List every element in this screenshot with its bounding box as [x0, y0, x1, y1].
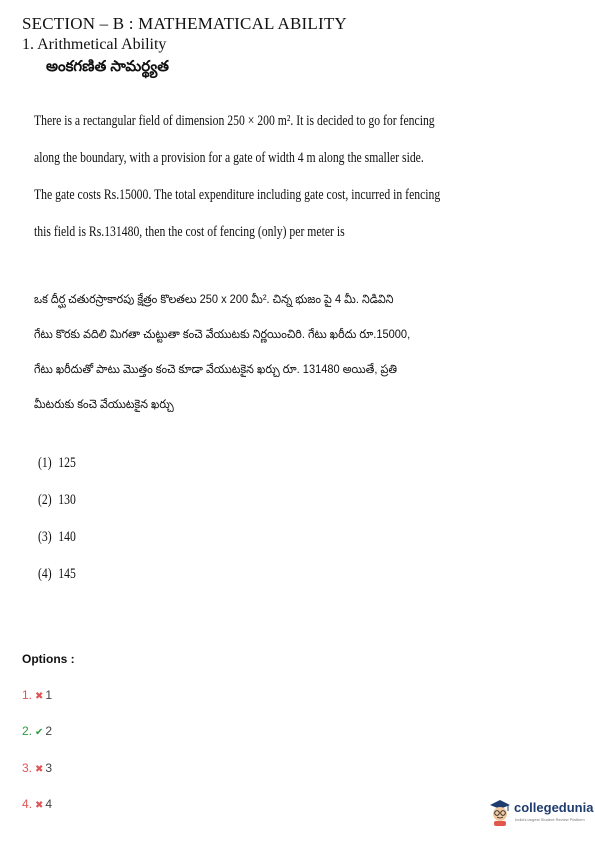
section-title: SECTION – B : MATHEMATICAL ABILITY: [22, 14, 347, 33]
brand-logo[interactable]: [488, 796, 594, 832]
choice-value: 140: [58, 529, 76, 545]
choice-value: 130: [58, 492, 76, 508]
option-index: 2.: [22, 724, 33, 738]
option-index: 1.: [22, 688, 33, 702]
choice-value: 145: [58, 566, 76, 582]
question-line: along the boundary, with a provision for a gate of width 4 m along the smaller side.: [34, 150, 424, 166]
question-line: this field is Rs.131480, then the cost of fencing (only) per meter is: [34, 224, 345, 240]
question-line: There is a rectangular field of dimension 250 × 200 m². It is decided to go for fencing: [34, 113, 435, 129]
brand-tagline: India's largest Student Review Platform: [515, 817, 585, 822]
question-line-telugu: ఒక దీర్ఘ చతురస్రాకారపు క్షేత్రం కొలతలు 250 x 200 మీ². చిన్న భుజం పై 4 మీ. నిడివిని: [34, 292, 394, 306]
student-mascot-icon: [488, 798, 512, 826]
question-line: The gate costs Rs.15000. The total expenditure including gate cost, incurred in fencing: [34, 187, 441, 203]
choice-item: [38, 455, 76, 472]
option-label: 3: [45, 761, 53, 775]
choice-item: [38, 529, 76, 546]
choice-number: (1): [38, 455, 52, 471]
cross-icon: ✖: [35, 691, 44, 702]
question-line-telugu: గేటు ఖరీదుతో పాటు మొత్తం కంచె కూడా వేయుటకైన ఖర్చు రూ. 131480 అయితే, ప్రతి: [34, 362, 397, 376]
options-heading: Options :: [22, 652, 75, 666]
choice-item: [38, 492, 76, 509]
option-label: 2: [45, 724, 53, 738]
subject-heading-telugu: అంకగణిత సామర్థ్యత: [46, 58, 169, 75]
option-item[interactable]: [22, 688, 52, 702]
cross-icon: ✖: [35, 800, 44, 811]
question-line-telugu: మీటరుకు కంచె వేయుటకైన ఖర్చు: [34, 397, 174, 411]
question-line-telugu: గేటు కొరకు వదిలి మిగతా చుట్టుతా కంచె వేయుటకు నిర్ణయించిరి. గేటు ఖరీదు రూ.15000,: [34, 327, 411, 341]
option-item[interactable]: [22, 724, 52, 738]
choice-number: (3): [38, 529, 52, 545]
cross-icon: ✖: [35, 764, 44, 775]
option-label: 4: [45, 797, 53, 811]
brand-name: collegedunia: [514, 800, 594, 815]
check-icon: ✔: [35, 727, 44, 738]
option-item[interactable]: [22, 761, 52, 775]
option-item[interactable]: [22, 797, 52, 811]
option-index: 4.: [22, 797, 33, 811]
choice-number: (2): [38, 492, 52, 508]
option-label: 1: [45, 688, 53, 702]
subject-heading: 1. Arithmetical Ability: [22, 36, 167, 53]
option-index: 3.: [22, 761, 33, 775]
choice-value: 125: [58, 455, 76, 471]
choice-item: [38, 566, 76, 583]
choice-number: (4): [38, 566, 52, 582]
